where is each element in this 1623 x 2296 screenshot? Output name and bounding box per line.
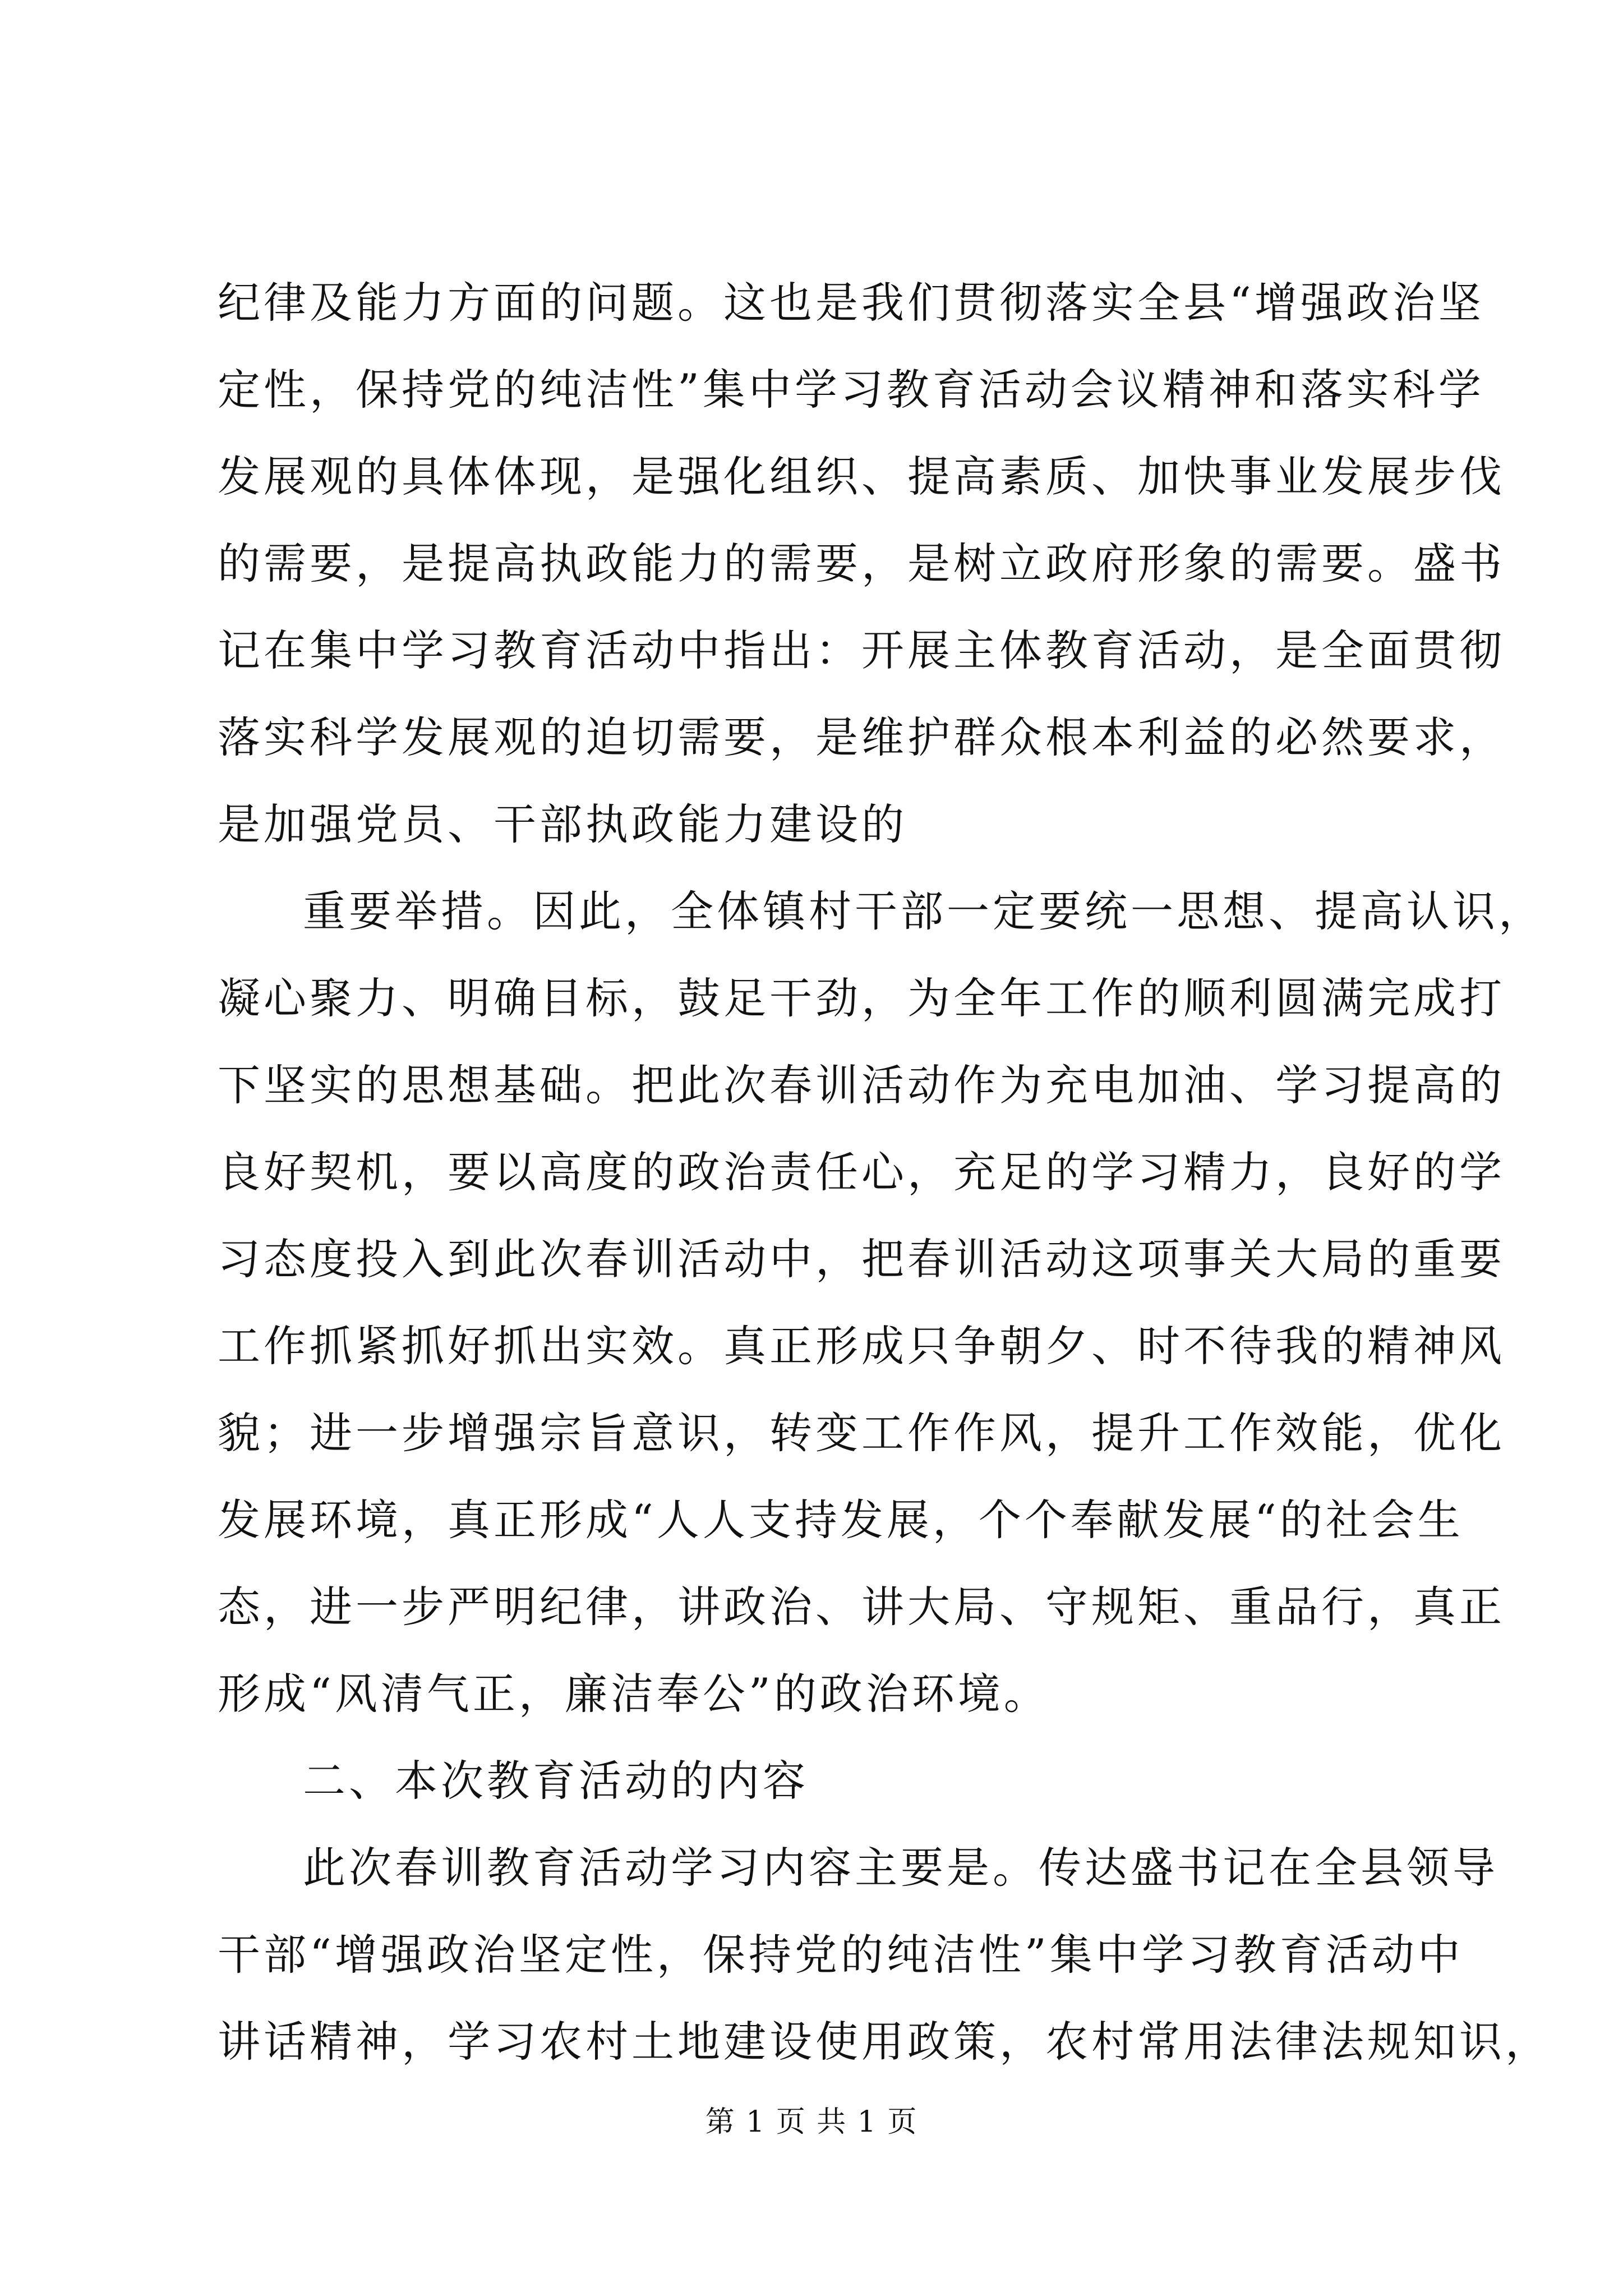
text-line: 工作抓紧抓好抓出实效。真正形成只争朝夕、时不待我的精神风	[218, 1321, 1505, 1371]
text-line: 的需要，是提高执政能力的需要，是树立政府形象的需要。盛书	[218, 539, 1505, 588]
text-line: 落实科学发展观的迫切需要，是维护群众根本利益的必然要求，	[218, 712, 1505, 762]
section-heading-text: 二、本次教育活动的内容	[303, 1756, 809, 1806]
text-line: 定性，保持党的纯洁性”集中学习教育活动会议精神和落实科学	[218, 365, 1484, 415]
text-line: 貌；进一步增强宗旨意识，转变工作作风，提升工作效能，优化	[218, 1408, 1505, 1458]
text-line: 重要举措。因此，全体镇村干部一定要统一思想、提高认识，	[303, 886, 1544, 936]
text-line: 记在集中学习教育活动中指出：开展主体教育活动，是全面贯彻	[218, 625, 1505, 675]
text-line: 凝心聚力、明确目标，鼓足干劲，为全年工作的顺利圆满完成打	[218, 973, 1505, 1023]
paragraph-1	[218, 259, 1505, 868]
text-line: 干部“增强政治坚定性，保持党的纯洁性”集中学习教育活动中	[218, 1930, 1464, 1980]
text-line: 发展环境，真正形成“人人支持发展，个个奉献发展“的社会生	[218, 1495, 1464, 1545]
text-line: 发展观的具体体现，是强化组织、提高素质、加快事业发展步伐	[218, 452, 1505, 501]
document-body	[218, 259, 1551, 2085]
paragraph-2	[218, 868, 1544, 1737]
text-line: 此次春训教育活动学习内容主要是。传达盛书记在全县领导	[303, 1843, 1498, 1893]
page-number-indicator: 第 1 页 共 1 页	[705, 2105, 918, 2139]
text-line: 下坚实的思想基础。把此次春训活动作为充电加油、学习提高的	[218, 1060, 1505, 1110]
text-line: 纪律及能力方面的问题。这也是我们贯彻落实全县“增强政治坚	[218, 278, 1484, 328]
page-footer	[0, 2098, 1623, 2140]
text-line: 良好契机，要以高度的政治责任心，充足的学习精力，良好的学	[218, 1147, 1505, 1197]
text-line: 是加强党员、干部执政能力建设的	[218, 799, 907, 849]
paragraph-3	[218, 1824, 1551, 2085]
text-line: 讲话精神，学习农村土地建设使用政策，农村常用法律法规知识，	[218, 2017, 1551, 2067]
section-heading	[218, 1737, 1409, 1824]
text-line: 形成“风清气正，廉洁奉公”的政治环境。	[218, 1669, 1050, 1719]
text-line: 态，进一步严明纪律，讲政治、讲大局、守规矩、重品行，真正	[218, 1582, 1505, 1632]
text-line: 习态度投入到此次春训活动中，把春训活动这项事关大局的重要	[218, 1234, 1505, 1284]
